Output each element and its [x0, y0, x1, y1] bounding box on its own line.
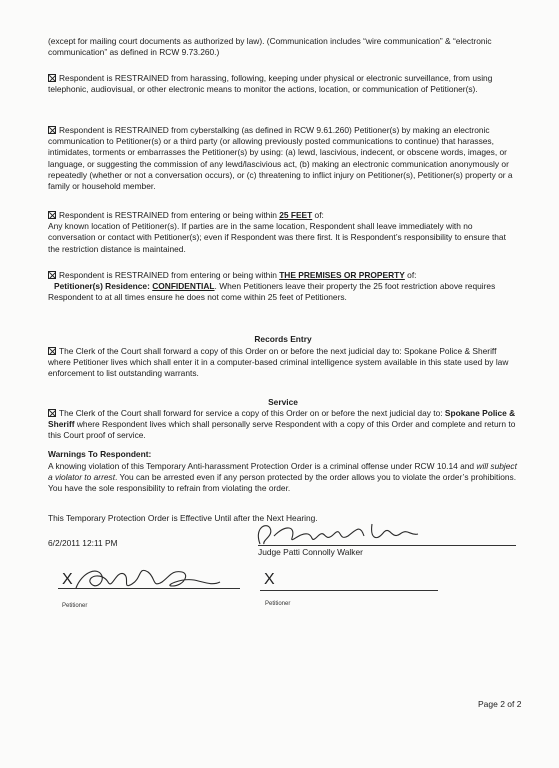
warnings-heading: Warnings To Respondent:	[48, 449, 152, 459]
service-heading: Service	[268, 397, 298, 407]
checked-box-icon	[48, 74, 56, 82]
order-datetime: 6/2/2011 12:11 PM	[48, 538, 118, 548]
checked-box-icon	[48, 126, 56, 134]
warning-italic: will subject a violator to arrest	[48, 461, 517, 483]
petitioner-signature-icon	[72, 562, 222, 596]
premises-text-end: of:	[404, 270, 417, 280]
distance-value: 25 FEET	[279, 210, 313, 220]
service-agency: Spokane Police & Sheriff	[48, 408, 516, 430]
premises-text: Respondent is RESTRAINED from entering or being within	[59, 270, 280, 280]
judge-name: Judge Patti Connolly Walker	[258, 547, 363, 557]
checked-box-icon	[48, 347, 56, 355]
paragraph-premises	[48, 270, 518, 304]
petitioner-label-2: Petitioner	[265, 601, 291, 607]
signature-x-mark: X	[62, 571, 73, 588]
service-text-end: where Respondent lives which shall personally serve Respondent with a copy of this Order and complete and return to this Court proof of service.	[48, 419, 516, 441]
paragraph-communication	[48, 36, 518, 58]
warning-text-end: . You can be arrested even if any person protected by the order allows you to violate the order’s prohibitions. You have the sole responsibility to refrain from violating the order.	[48, 472, 517, 494]
petitioner-signature-line-1	[58, 588, 240, 589]
petitioner-label-1: Petitioner	[62, 603, 88, 609]
service-text: The Clerk of the Court shall forward for service a copy of this Order on or before the next judicial day to:	[59, 408, 443, 418]
checked-box-icon	[48, 211, 56, 219]
paragraph-records	[48, 346, 518, 380]
checked-box-icon	[48, 271, 56, 279]
para-cyberstalking-text: Respondent is RESTRAINED from cyberstalking (as defined in RCW 9.61.260) Petitioner(s) by making an electronic communication to Petitioner(s) or a third party (or allowing previously posted communications to continue) that harasses, intimidates, torments or embarrasses the Petitioner(s) by using: (a) lewd, lascivious, indecent, or obscene words, images, or language, or suggesting the commission of any lewd/lascivious act, (b) making an electronic communication anonymously or repeatedly (whether or not a conversation occurs), or (c) threatening to inflict injury on Petitioner(s), Petitioner(s) property or a family or household member.	[48, 125, 513, 192]
judge-signature-line	[258, 545, 516, 546]
records-text: The Clerk of the Court shall forward a copy of this Order on or before the next judicial day to: Spokane Police & Sheriff where Petitioner lives which shall enter it in a computer-based criminal intelligence system available in this state used by law enforcement to list outstanding warrants.	[48, 346, 509, 379]
paragraph-distance	[48, 210, 518, 255]
signature-x-mark: X	[264, 571, 275, 588]
residence-details: . When Petitioners leave their property the 25 foot restriction above requires Respondent to at all times ensure he does not come within 25 feet of Petitioners.	[48, 281, 496, 303]
paragraph-service	[48, 408, 518, 442]
distance-details: Any known location of Petitioner(s). If parties are in the same location, Respondent shall leave immediately with no conversation or contact with Petitioner(s); even if Respondent was there first. It is Respondent’s responsibility to ensure that the restriction distance is maintained.	[48, 221, 506, 254]
residence-label: Petitioner(s) Residence:	[54, 281, 153, 292]
premises-value: THE PREMISES OR PROPERTY	[279, 270, 405, 280]
petitioner-signature-line-2	[260, 590, 438, 591]
paragraph-cyberstalking	[48, 125, 518, 192]
distance-text: Respondent is RESTRAINED from entering or being within	[59, 210, 280, 220]
page-number: Page 2 of 2	[478, 699, 522, 709]
paragraph-harassing	[48, 73, 518, 95]
para-harassing-text: Respondent is RESTRAINED from harassing, following, keeping under physical or electronic surveillance, from using telephonic, audiovisual, or other electronic means to monitor the actions, location, or communication of Petitioner(s).	[48, 73, 493, 95]
checked-box-icon	[48, 409, 56, 417]
para-communication-text: (except for mailing court documents as authorized by law). (Communication includes “wire communication” & “electronic communication” as defined in RCW 9.73.260.)	[48, 36, 492, 58]
residence-value: CONFIDENTIAL	[152, 281, 215, 292]
records-heading: Records Entry	[254, 334, 312, 344]
effective-statement: This Temporary Protection Order is Effective Until after the Next Hearing.	[48, 513, 318, 523]
distance-text-end: of:	[312, 210, 324, 220]
paragraph-warnings	[48, 461, 518, 495]
warning-text: A knowing violation of this Temporary Anti-harassment Protection Order is a criminal offense under RCW 10.14 and	[48, 461, 477, 471]
